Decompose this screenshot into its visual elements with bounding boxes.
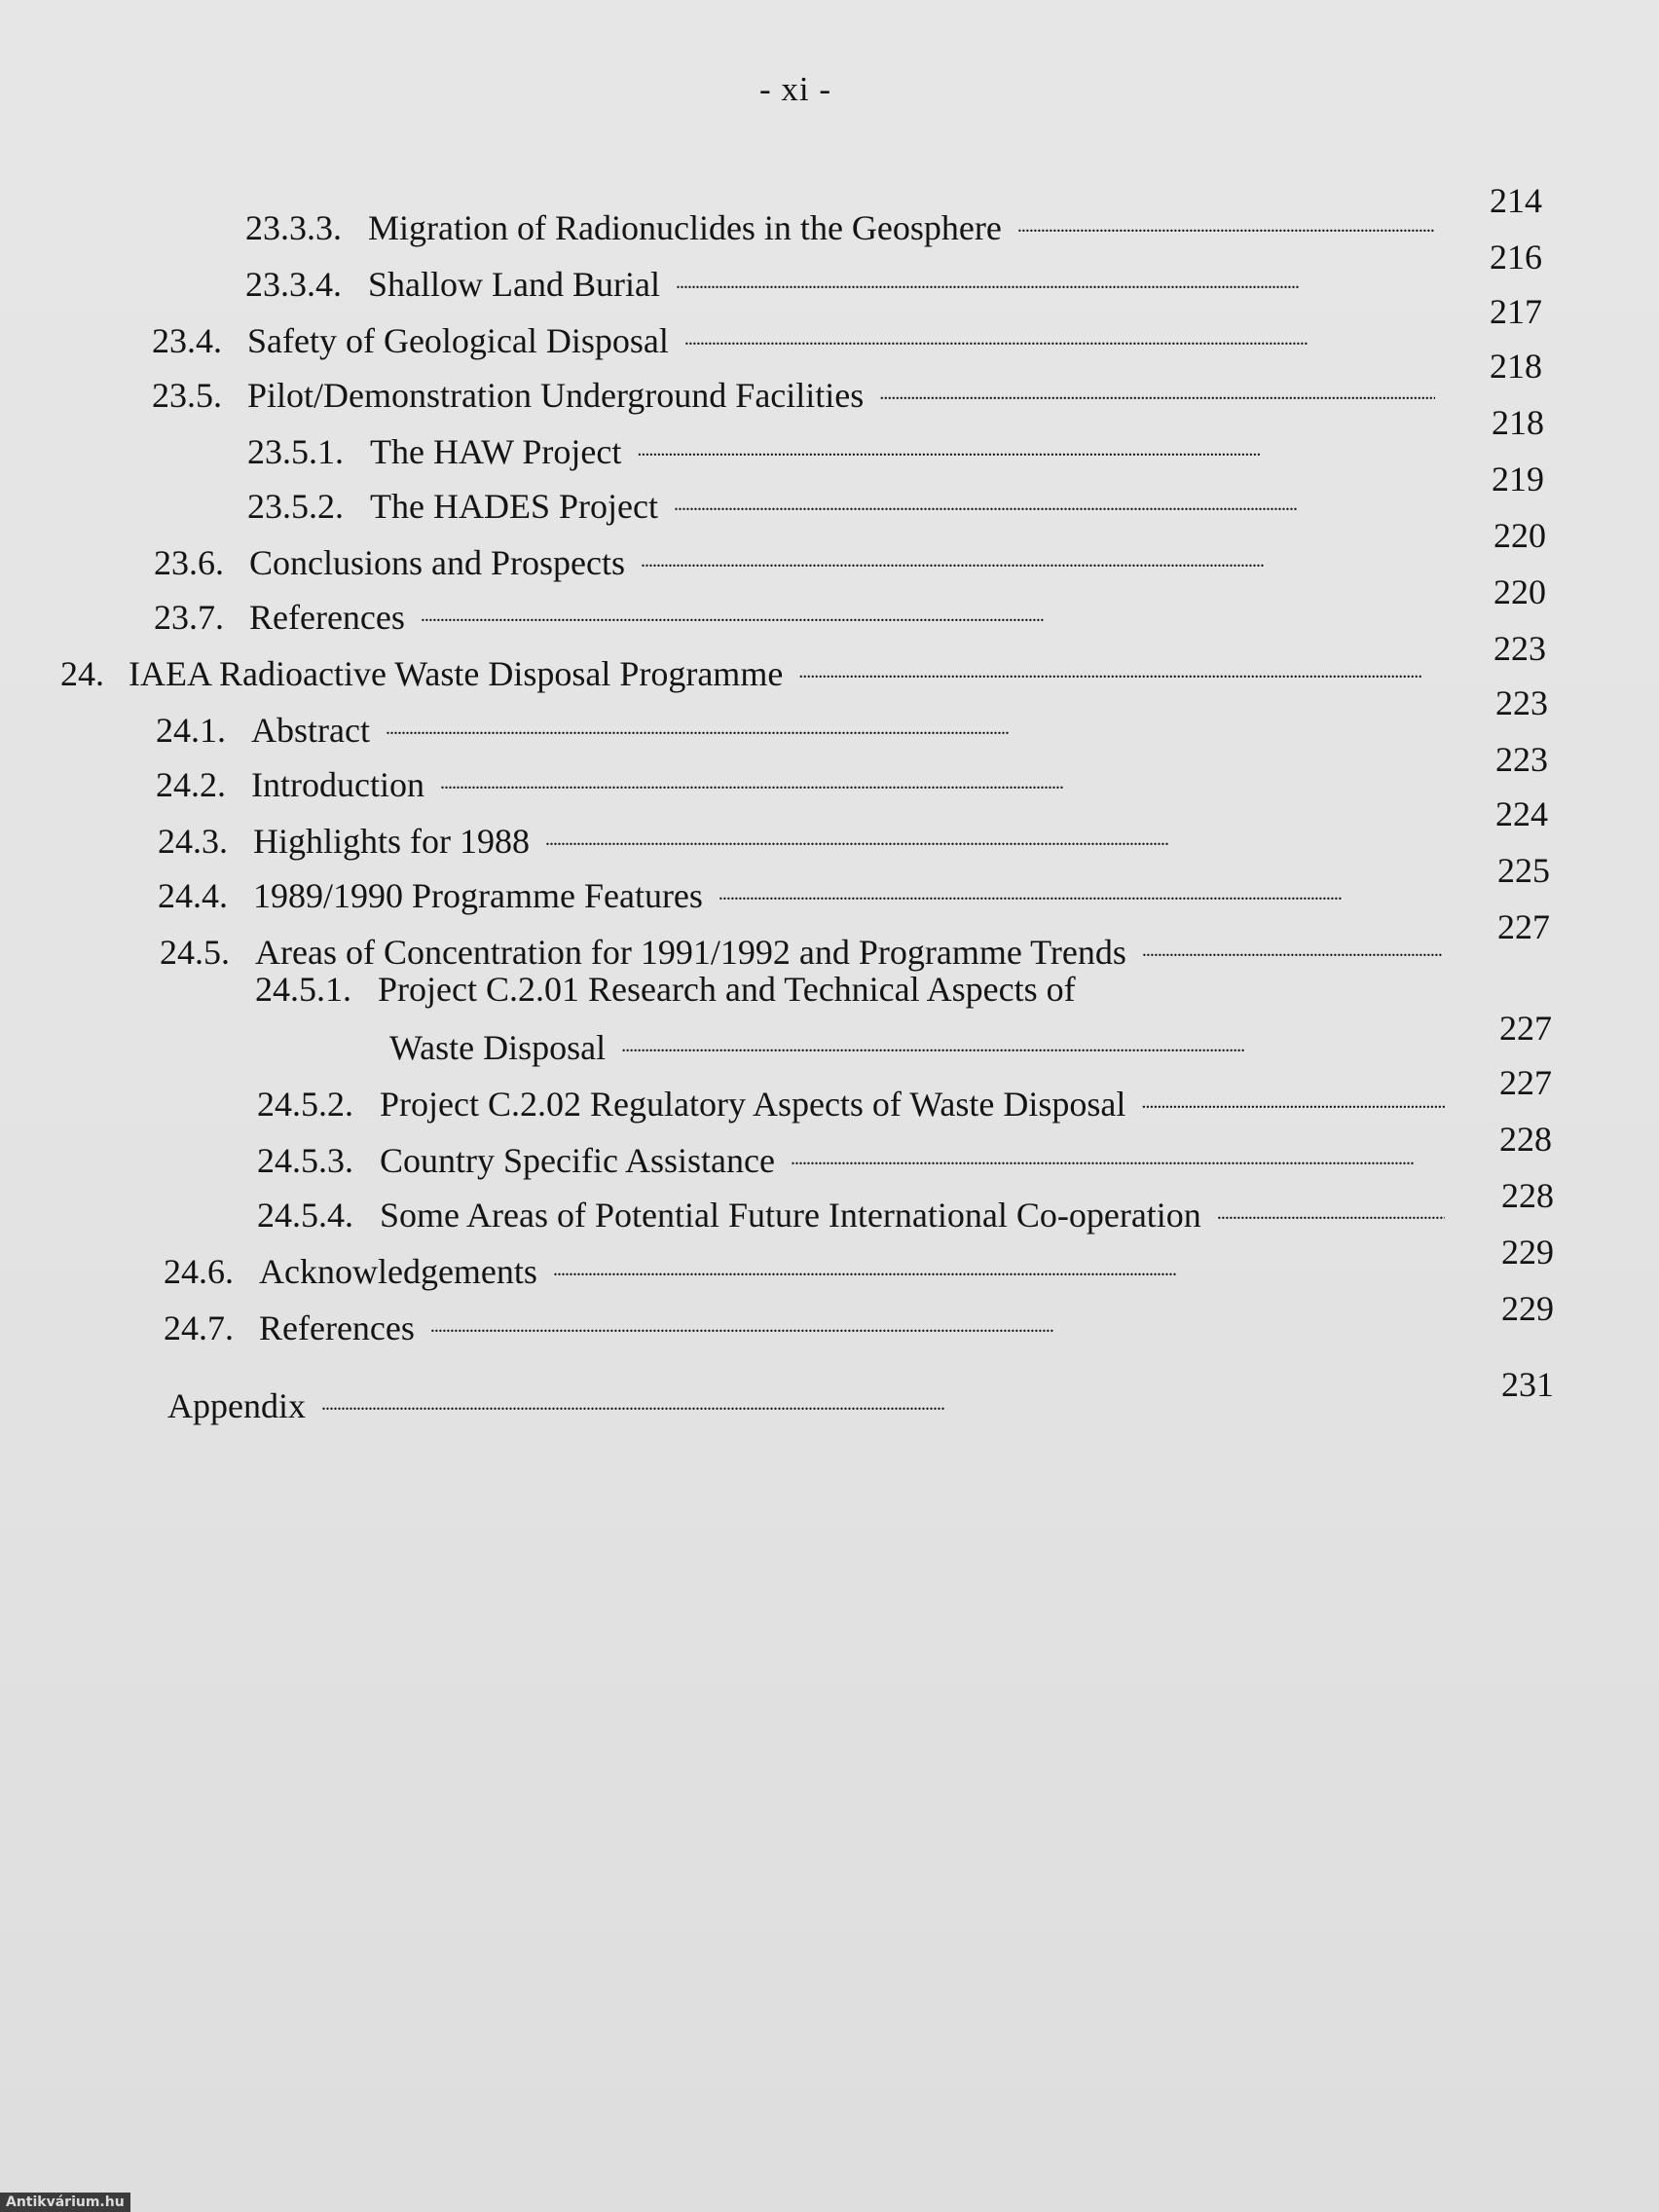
page-ref: 216 [1490,238,1542,276]
toc-entry-24-1 [156,703,1451,750]
dot-leader [676,257,1435,296]
dot-leader [674,479,1435,518]
page-ref: 223 [1493,629,1546,668]
page-number: - xi - [758,70,832,108]
site-watermark: Antikvárium.hu [0,2193,130,2212]
section-title: Conclusions and Prospects [249,543,625,582]
section-title: Project C.2.01 Research and Technical Aspects of [378,970,1076,1009]
section-title: Areas of Concentration for 1991/1992 and Programme Trends [255,933,1126,972]
section-number: 23.5.1. [247,432,344,471]
page-ref: 223 [1495,683,1548,722]
toc-entry-24-5-3 [257,1133,1456,1180]
dot-leader [321,1379,1445,1418]
dot-leader [440,757,1439,796]
section-title: Acknowledgements [259,1252,537,1291]
section-title: 1989/1990 Programme Features [253,876,703,915]
dot-leader [879,368,1435,407]
page-ref: 224 [1495,794,1548,833]
toc-entry-24-4 [158,868,1453,915]
toc-entry-appendix [167,1379,1456,1425]
dot-leader [1141,1077,1445,1116]
section-number: 24. [60,654,104,693]
page-ref: 219 [1492,460,1544,498]
page-ref: 225 [1497,851,1550,890]
toc-entry-23-4 [152,313,1447,360]
toc-entry-23-3-4 [245,257,1447,304]
section-title: References [259,1309,415,1347]
page-ref: 229 [1501,1289,1554,1328]
page-ref: 220 [1493,572,1546,611]
section-title: Appendix [167,1386,306,1425]
toc-entry-24-5-2 [257,1077,1456,1124]
dot-leader [798,646,1437,685]
page-ref: 227 [1499,1009,1552,1048]
section-title: Some Areas of Potential Future International Co-operation [380,1196,1201,1235]
section-number: 23.3.4. [245,265,342,304]
toc-entry-24-5-1-line2 [389,1020,1455,1067]
section-number: 23.5.2. [247,487,344,526]
dot-leader [621,1020,1443,1059]
dot-leader [386,703,1439,742]
section-number: 24.2. [156,765,226,804]
dot-leader [430,1301,1445,1340]
dot-leader [637,424,1435,463]
dot-leader [421,590,1437,629]
dot-leader [641,535,1437,574]
toc-entry-24-5 [160,925,1455,972]
page-ref: 227 [1499,1063,1552,1102]
dot-leader [553,1244,1445,1283]
section-number: 23.5. [152,376,222,415]
section-number: 24.3. [158,822,228,861]
section-number: 24.5.1. [255,970,351,1009]
toc-entry-24-3 [158,814,1453,861]
toc-entry-24-2 [156,757,1451,804]
toc-entry-24-6 [164,1244,1456,1291]
page-ref: 220 [1493,516,1546,555]
page-ref: 223 [1495,740,1548,779]
toc-entry-23-5 [152,368,1447,415]
section-number: 23.7. [154,598,224,637]
section-title: Country Specific Assistance [380,1141,775,1180]
section-number: 23.3.3. [245,208,342,247]
page-ref: 218 [1492,403,1544,442]
toc-entry-23-5-1 [247,424,1447,471]
dot-leader [1017,201,1435,240]
section-title: Highlights for 1988 [253,822,530,861]
section-title: Safety of Geological Disposal [247,321,669,360]
page-ref: 227 [1497,907,1550,946]
section-number: 23.4. [152,321,222,360]
section-title: Project C.2.02 Regulatory Aspects of Waste Disposal [380,1085,1126,1124]
section-title-continued: Waste Disposal [389,1028,607,1067]
dot-leader [1217,1188,1445,1227]
dot-leader [1142,925,1443,964]
section-title: Shallow Land Burial [368,265,660,304]
toc-entry-24-5-1-line1 [255,970,1076,1009]
section-number: 23.6. [154,543,224,582]
section-number: 24.5.4. [257,1196,353,1235]
toc-entry-23-7 [154,590,1449,637]
section-title: Pilot/Demonstration Underground Facilities [247,376,865,415]
toc-entry-23-3-3 [245,201,1447,247]
toc-entry-23-5-2 [247,479,1447,526]
section-title: IAEA Radioactive Waste Disposal Programme [129,654,784,693]
page-ref: 228 [1499,1120,1552,1159]
section-number: 24.4. [158,876,228,915]
dot-leader [684,313,1435,352]
page-ref: 214 [1490,181,1542,220]
dot-leader [791,1133,1445,1172]
page-ref: 231 [1501,1365,1554,1404]
section-title: Migration of Radionuclides in the Geosphere [368,208,1002,247]
section-title: The HAW Project [370,432,622,471]
section-number: 24.1. [156,711,226,750]
section-title: Introduction [251,765,424,804]
toc-entry-23-6 [154,535,1449,582]
page-ref: 217 [1490,292,1542,331]
section-number: 24.5.3. [257,1141,353,1180]
dot-leader [719,868,1441,907]
section-title: Abstract [251,711,370,750]
section-number: 24.5.2. [257,1085,353,1124]
page-ref: 228 [1501,1176,1554,1215]
toc-entry-24-5-4 [257,1188,1456,1235]
toc-entry-24-7 [164,1301,1456,1347]
section-title: References [249,598,405,637]
section-number: 24.7. [164,1309,234,1347]
section-number: 24.6. [164,1252,234,1291]
page-ref: 218 [1490,347,1542,386]
section-number: 24.5. [160,933,230,972]
section-title: The HADES Project [370,487,658,526]
page-ref: 229 [1501,1233,1554,1272]
dot-leader [545,814,1441,853]
toc-entry-24 [60,646,1449,693]
